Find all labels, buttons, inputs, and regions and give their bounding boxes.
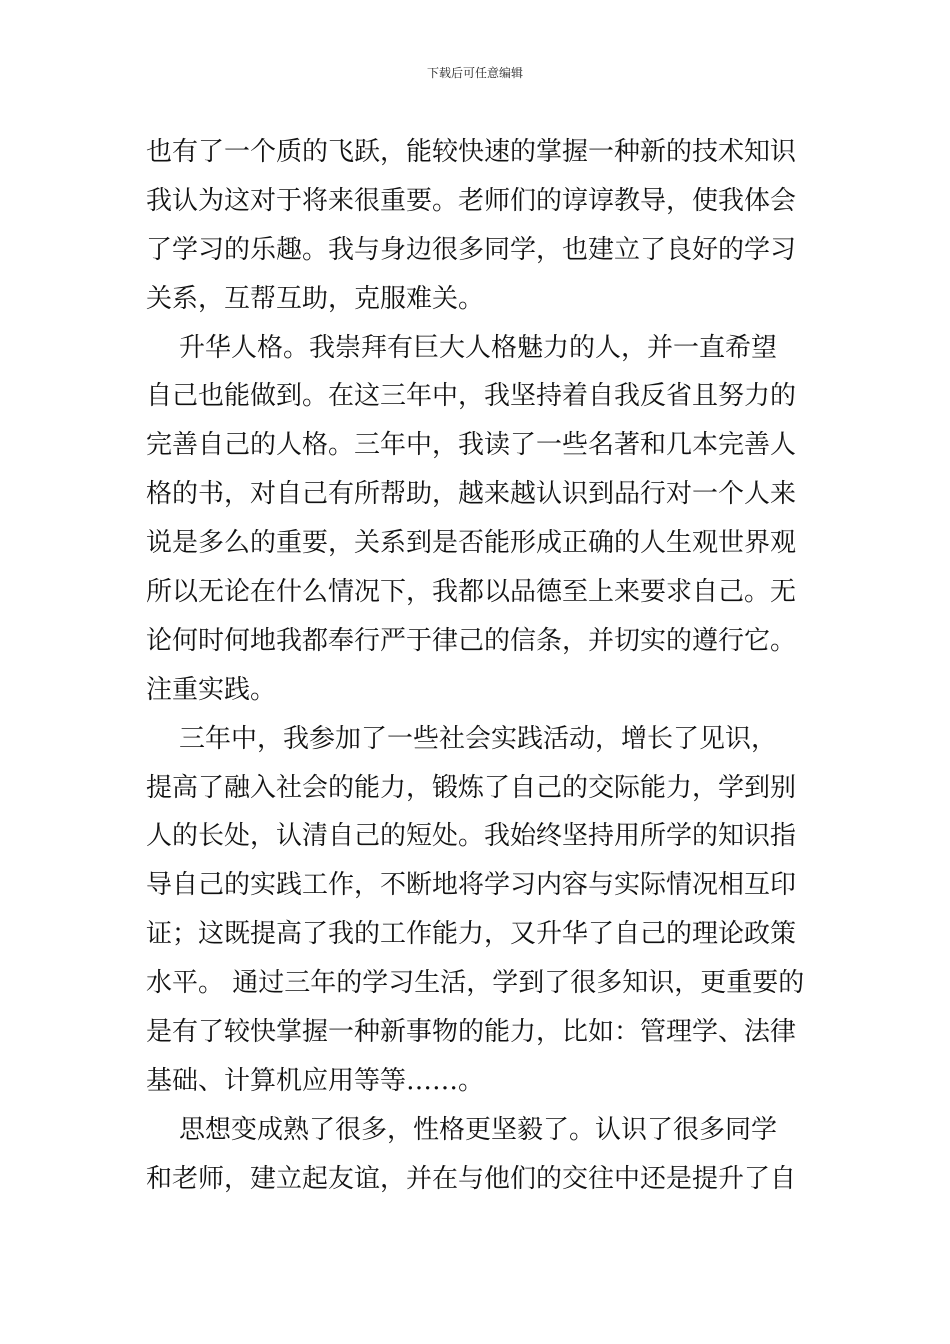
document-body xyxy=(146,128,814,1204)
text-line: 三年中，我参加了一些社会实践活动，增长了见识， xyxy=(146,723,778,754)
text-line: 论何时何地我都奉行严于律己的信条，并切实的遵行它。 xyxy=(146,625,797,656)
text-line: 提高了融入社会的能力，锻炼了自己的交际能力，学到别 xyxy=(146,772,797,803)
text-line: 关系，互帮互助，克服难关。 xyxy=(146,283,485,314)
page-header-note: 下载后可任意编辑 xyxy=(426,66,523,80)
text-line: 所以无论在什么情况下，我都以品德至上来要求自己。无 xyxy=(146,577,797,608)
text-line: 是有了较快掌握一种新事物的能力，比如：管理学、法律 xyxy=(146,1017,797,1048)
text-line: 自己也能做到。在这三年中，我坚持着自我反省且努力的 xyxy=(146,381,797,412)
text-line: 我认为这对于将来很重要。老师们的谆谆教导，使我体会 xyxy=(146,185,797,216)
text-line: 升华人格。我崇拜有巨大人格魅力的人，并一直希望 xyxy=(146,332,778,363)
text-line: 完善自己的人格。三年中，我读了一些名著和几本完善人 xyxy=(146,430,797,461)
text-line: 说是多么的重要，关系到是否能形成正确的人生观世界观 xyxy=(146,528,797,559)
text-line: 水平。 通过三年的学习生活，学到了很多知识，更重要的 xyxy=(146,968,805,999)
text-line: 了学习的乐趣。我与身边很多同学，也建立了良好的学习 xyxy=(146,234,797,265)
text-line: 和老师，建立起友谊，并在与他们的交往中还是提升了自 xyxy=(146,1163,797,1194)
text-line: 思想变成熟了很多，性格更坚毅了。认识了很多同学 xyxy=(146,1114,778,1145)
text-line: 基础、计算机应用等等……。 xyxy=(146,1065,485,1096)
text-line: 导自己的实践工作，不断地将学习内容与实际情况相互印 xyxy=(146,870,797,901)
text-line: 也有了一个质的飞跃，能较快速的掌握一种新的技术知识 xyxy=(146,137,797,167)
text-line: 证；这既提高了我的工作能力，又升华了自己的理论政策 xyxy=(146,919,797,950)
text-line: 注重实践。 xyxy=(146,674,277,705)
text-line: 人的长处，认清自己的短处。我始终坚持用所学的知识指 xyxy=(146,821,797,852)
text-line: 格的书，对自己有所帮助，越来越认识到品行对一个人来 xyxy=(146,479,797,510)
